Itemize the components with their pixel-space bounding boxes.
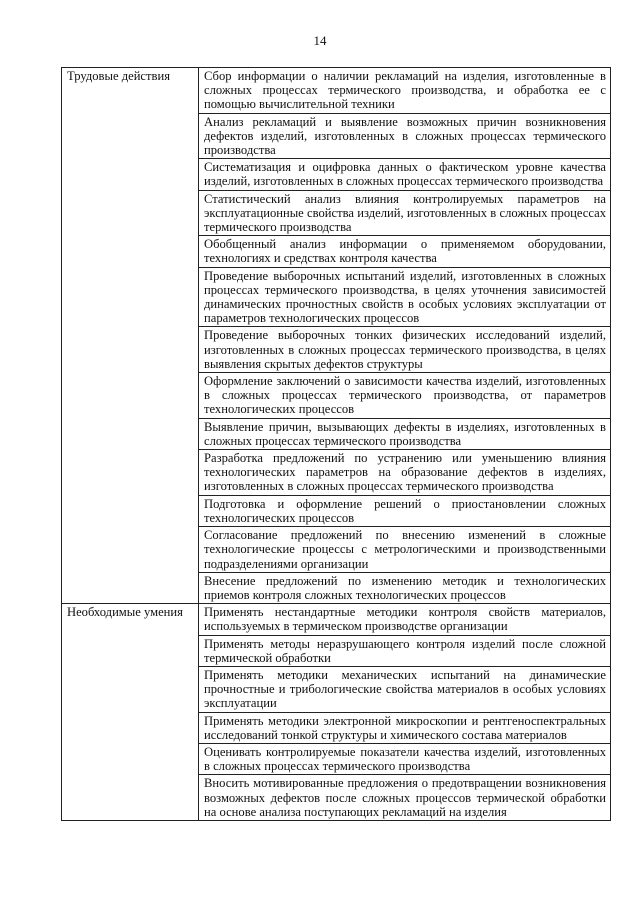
table-row xyxy=(62,604,611,635)
section-item: Применять нестандартные методики контроля свойств материалов, используемых в термическом производстве организации xyxy=(199,604,611,635)
section-item: Статистический анализ влияния контролируемых параметров на эксплуатационные свойства изделий, изготовленных в сложных процессах термического производства xyxy=(199,190,611,236)
section-label: Необходимые умения xyxy=(62,604,199,821)
section-item: Согласование предложений по внесению изменений в сложные технологические процессы с метрологическими и производственными подразделениями организации xyxy=(199,527,611,573)
section-item: Выявление причин, вызывающих дефекты в изделиях, изготовленных в сложных процессах термического производства xyxy=(199,418,611,449)
page-number: 14 xyxy=(313,33,327,48)
section-label: Трудовые действия xyxy=(62,68,199,604)
requirements-table xyxy=(61,67,611,821)
section-item: Сбор информации о наличии рекламаций на изделия, изготовленные в сложных процессах термического производства, и обработка ее с помощью вычислительной техники xyxy=(199,68,611,114)
section-item: Разработка предложений по устранению или уменьшению влияния технологических параметров на образование дефектов в изделиях, изготовленных в сложных процессах термического производства xyxy=(199,450,611,496)
section-item: Обобщенный анализ информации о применяемом оборудовании, технологиях и средствах контроля качества xyxy=(199,236,611,267)
section-item: Применять методы неразрушающего контроля изделий после сложной термической обработки xyxy=(199,635,611,666)
section-item: Оценивать контролируемые показатели качества изделий, изготовленных в сложных процессах термического производства xyxy=(199,743,611,774)
section-item: Внесение предложений по изменению методик и технологических приемов контроля сложных технологических процессов xyxy=(199,572,611,603)
section-item: Проведение выборочных тонких физических исследований изделий, изготовленных в сложных процессах термического производства, в целях выявления скрытых дефектов структуры xyxy=(199,327,611,373)
section-item: Применять методики механических испытаний на динамические прочностные и трибологические свойства материалов в особых условиях эксплуатации xyxy=(199,666,611,712)
section-item: Вносить мотивированные предложения о предотвращении возникновения возможных дефектов после сложных процессов термической обработки на основе анализа поступающих рекламаций на изделия xyxy=(199,775,611,821)
section-item: Проведение выборочных испытаний изделий, изготовленных в сложных процессах термического производства, в целях уточнения зависимостей динамических прочностных свойств в особых условиях эксплуатации от параметров технологических процессов xyxy=(199,267,611,327)
section-item: Применять методики электронной микроскопии и рентгеноспектральных исследований тонкой структуры и химического состава материалов xyxy=(199,712,611,743)
section-item: Анализ рекламаций и выявление возможных причин возникновения дефектов изделий, изготовленных в сложных процессах термического производства xyxy=(199,113,611,159)
section-item: Систематизация и оцифровка данных о фактическом уровне качества изделий, изготовленных в сложных процессах термического производства xyxy=(199,159,611,190)
section-item: Оформление заключений о зависимости качества изделий, изготовленных в сложных процессах термического производства, от параметров технологических процессов xyxy=(199,373,611,419)
table-row xyxy=(62,68,611,114)
table-body xyxy=(62,68,611,821)
section-item: Подготовка и оформление решений о приостановлении сложных технологических процессов xyxy=(199,495,611,526)
